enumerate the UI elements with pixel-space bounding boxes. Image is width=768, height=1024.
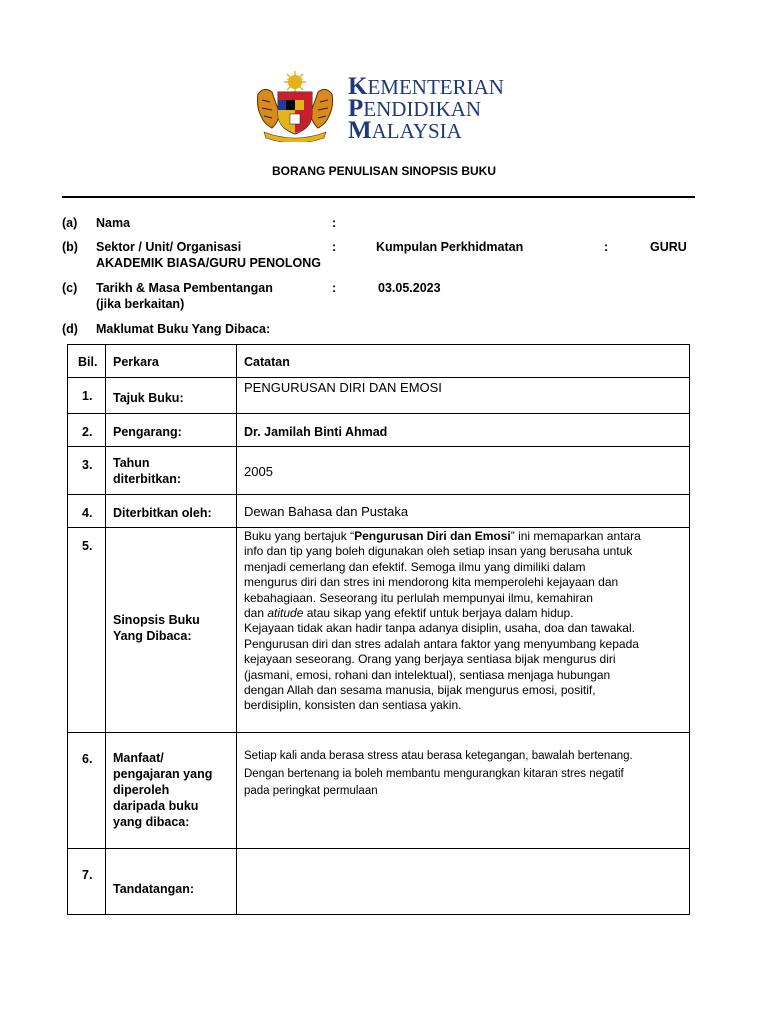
field-b-name: Sektor / Unit/ Organisasi (96, 240, 242, 254)
field-a-name: Nama (96, 216, 131, 230)
field-c-name: Tarikh & Masa Pembentangan (96, 281, 273, 295)
publisher-value: Dewan Bahasa dan Pustaka (244, 504, 409, 519)
row-label-synopsis-cont: Yang Dibaca: (113, 629, 192, 643)
synopsis-text: Buku yang bertajuk “Pengurusan Diri dan Emosi” ini memaparkan antara info dan tip yang boleh digunakan oleh setiap insan yang berusaha untuk menjadi cemerlang dan efektif. Semoga ilmu yang dimiliki dalam mengurus diri dan stres ini mendorong kita memperolehi kejayaan dan kebahagiaan. Seseorang itu perlulah mempunyai ilmu, kemahiran dan atitude atau sikap yang efektif untuk berjaya dalam hidup. Kejayaan tidak akan hadir tanpa adanya disiplin, usaha, doa dan tawakal. Pengurusan diri dan stres adalah antara faktor yang menyumbang kepada kejayaan seseorang. Orang yang berjaya sentiasa bijak mengurus diri (jasmani, emosi, rohani dan intelektual), sentiasa menjaga hubungan dengan Allah dan sesama manusia, bijak mengurus emosi, positif, berdisiplin, konsisten dan sentiasa yakin. (237, 528, 690, 733)
field-a-label: (a) (62, 216, 78, 230)
row-number: 3. (82, 458, 93, 472)
row-label-year-cont: diterbitkan: (113, 472, 182, 486)
row-number: 7. (82, 868, 93, 882)
row-number: 2. (82, 425, 93, 439)
row-number: 5. (82, 539, 93, 553)
ministry-logo (250, 70, 530, 142)
ministry-name: KEMENTERIAN PENDIDIKAN MALAYSIA (348, 73, 504, 144)
row-label-signature: Tandatangan: (113, 882, 195, 896)
row-label-benefit-cont: pengajaran yang (113, 767, 213, 781)
row-label-title: Tajuk Buku: (113, 391, 184, 405)
field-a-colon: : (332, 216, 337, 230)
benefit-text: Setiap kali anda berasa stress atau berasa ketegangan, bawalah bertenang. Dengan bertenang ia boleh membantu mengurangkan kitaran stres negatif pada peringkat permulaan (237, 733, 690, 849)
row-label-benefit-cont: diperoleh (113, 783, 170, 797)
title-divider (62, 196, 695, 198)
row-number: 1. (82, 389, 93, 403)
table-row (68, 495, 690, 528)
form-title: BORANG PENULISAN SINOPSIS BUKU (271, 164, 497, 178)
row-number: 6. (82, 752, 93, 766)
table-row (68, 528, 690, 733)
header-bil: Bil. (78, 355, 98, 369)
table-row (68, 378, 690, 414)
field-b-colon: : (332, 240, 337, 254)
book-author-value: Dr. Jamilah Binti Ahmad (244, 425, 388, 439)
row-label-year: Tahun (113, 456, 150, 470)
header-perkara: Perkara (113, 355, 159, 369)
field-service-group-value-cont: AKADEMIK BIASA/GURU PENOLONG (96, 256, 322, 270)
row-label-publisher: Diterbitkan oleh: (113, 506, 212, 520)
field-service-group-name: Kumpulan Perkhidmatan (376, 240, 524, 254)
row-label-benefit-cont: daripada buku (113, 799, 199, 813)
row-label-benefit: Manfaat/ (113, 751, 164, 765)
header-catatan: Catatan (244, 355, 290, 369)
table-row (68, 414, 690, 447)
field-d-label: (d) (62, 322, 78, 336)
row-label-benefit-cont: yang dibaca: (113, 815, 190, 829)
table-row (68, 447, 690, 495)
field-service-group-value: GURU (650, 240, 687, 254)
field-d-name: Maklumat Buku Yang Dibaca: (96, 322, 271, 336)
publication-year-value: 2005 (244, 464, 273, 479)
field-b-label: (b) (62, 240, 78, 254)
row-number: 4. (82, 506, 93, 520)
book-info-table (67, 344, 690, 915)
coat-of-arms-icon (250, 70, 340, 142)
field-c-name-note: (jika berkaitan) (96, 297, 185, 311)
signature-field[interactable] (237, 849, 690, 915)
table-row (68, 849, 690, 915)
table-header-row (68, 345, 690, 378)
field-c-label: (c) (62, 281, 78, 295)
table-row (68, 733, 690, 849)
field-service-group-colon: : (604, 240, 609, 254)
field-c-value: 03.05.2023 (378, 281, 441, 295)
row-label-author: Pengarang: (113, 425, 182, 439)
book-title-value: PENGURUSAN DIRI DAN EMOSI (244, 380, 442, 395)
row-label-synopsis: Sinopsis Buku (113, 613, 200, 627)
field-c-colon: : (332, 281, 337, 295)
